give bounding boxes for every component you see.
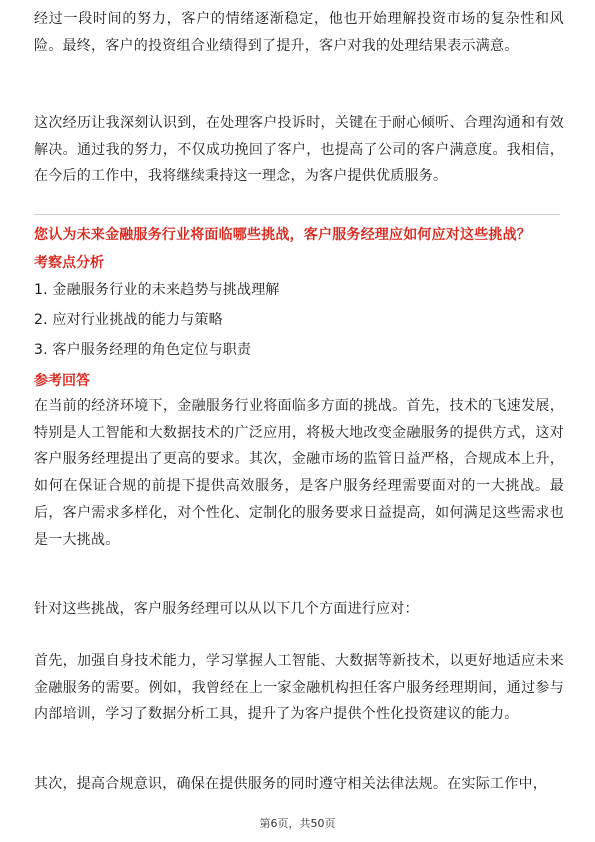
- question-heading: 您认为未来金融服务行业将面临哪些挑战，客户服务经理应如何应对这些挑战？: [34, 227, 531, 243]
- paragraph-outcome: 经过一段时间的努力，客户的情绪逐渐稳定，他也开始理解投资市场的复杂性和风险。最终，客户的投资组合业绩得到了提升，客户对我的处理结果表示满意。: [34, 11, 564, 54]
- answer-paragraph: 针对这些挑战，客户服务经理可以从以下几个方面进行应对：: [34, 601, 419, 617]
- analysis-item: 2. 应对行业挑战的能力与策略: [34, 312, 223, 328]
- analysis-item: 3. 客户服务经理的角色定位与职责: [34, 342, 252, 358]
- answer-paragraph: 在当前的经济环境下，金融服务行业将面临多方面的挑战。首先，技术的飞速发展，特别是人工智能和大数据技术的广泛应用，将极大地改变金融服务的提供方式，这对客户服务经理提出了更高的要求。其次，金融市场的监管日益严格，合规成本上升，如何在保证合规的前提下提供高效服务，是客户服务经理需要面对的一大挑战。最后，客户需求多样化，对个性化、定制化的服务要求日益提高，如何满足这些需求也是一大挑战。: [34, 398, 564, 548]
- section-divider: [34, 214, 560, 215]
- answer-paragraph: 首先，加强自身技术能力，学习掌握人工智能、大数据等新技术，以更好地适应未来金融服务的需要。例如，我曾经在上一家金融机构担任客户服务经理期间，通过参与内部培训，学习了数据分析工具，提升了为客户提供个性化投资建议的能力。: [34, 653, 564, 723]
- paragraph-reflection: 这次经历让我深刻认识到，在处理客户投诉时，关键在于耐心倾听、合理沟通和有效解决。通过我的努力，不仅成功挽回了客户，也提高了公司的客户满意度。我相信，在今后的工作中，我将继续秉持这一理念，为客户提供优质服务。: [34, 115, 564, 185]
- analysis-item: 1. 金融服务行业的未来趋势与挑战理解: [34, 282, 280, 298]
- answer-label: 参考回答: [34, 373, 90, 389]
- analysis-label: 考察点分析: [34, 255, 104, 271]
- page-number-footer: 第6页，共50页: [259, 817, 336, 830]
- answer-paragraph: 其次，提高合规意识，确保在提供服务的同时遵守相关法律法规。在实际工作中，: [34, 776, 547, 792]
